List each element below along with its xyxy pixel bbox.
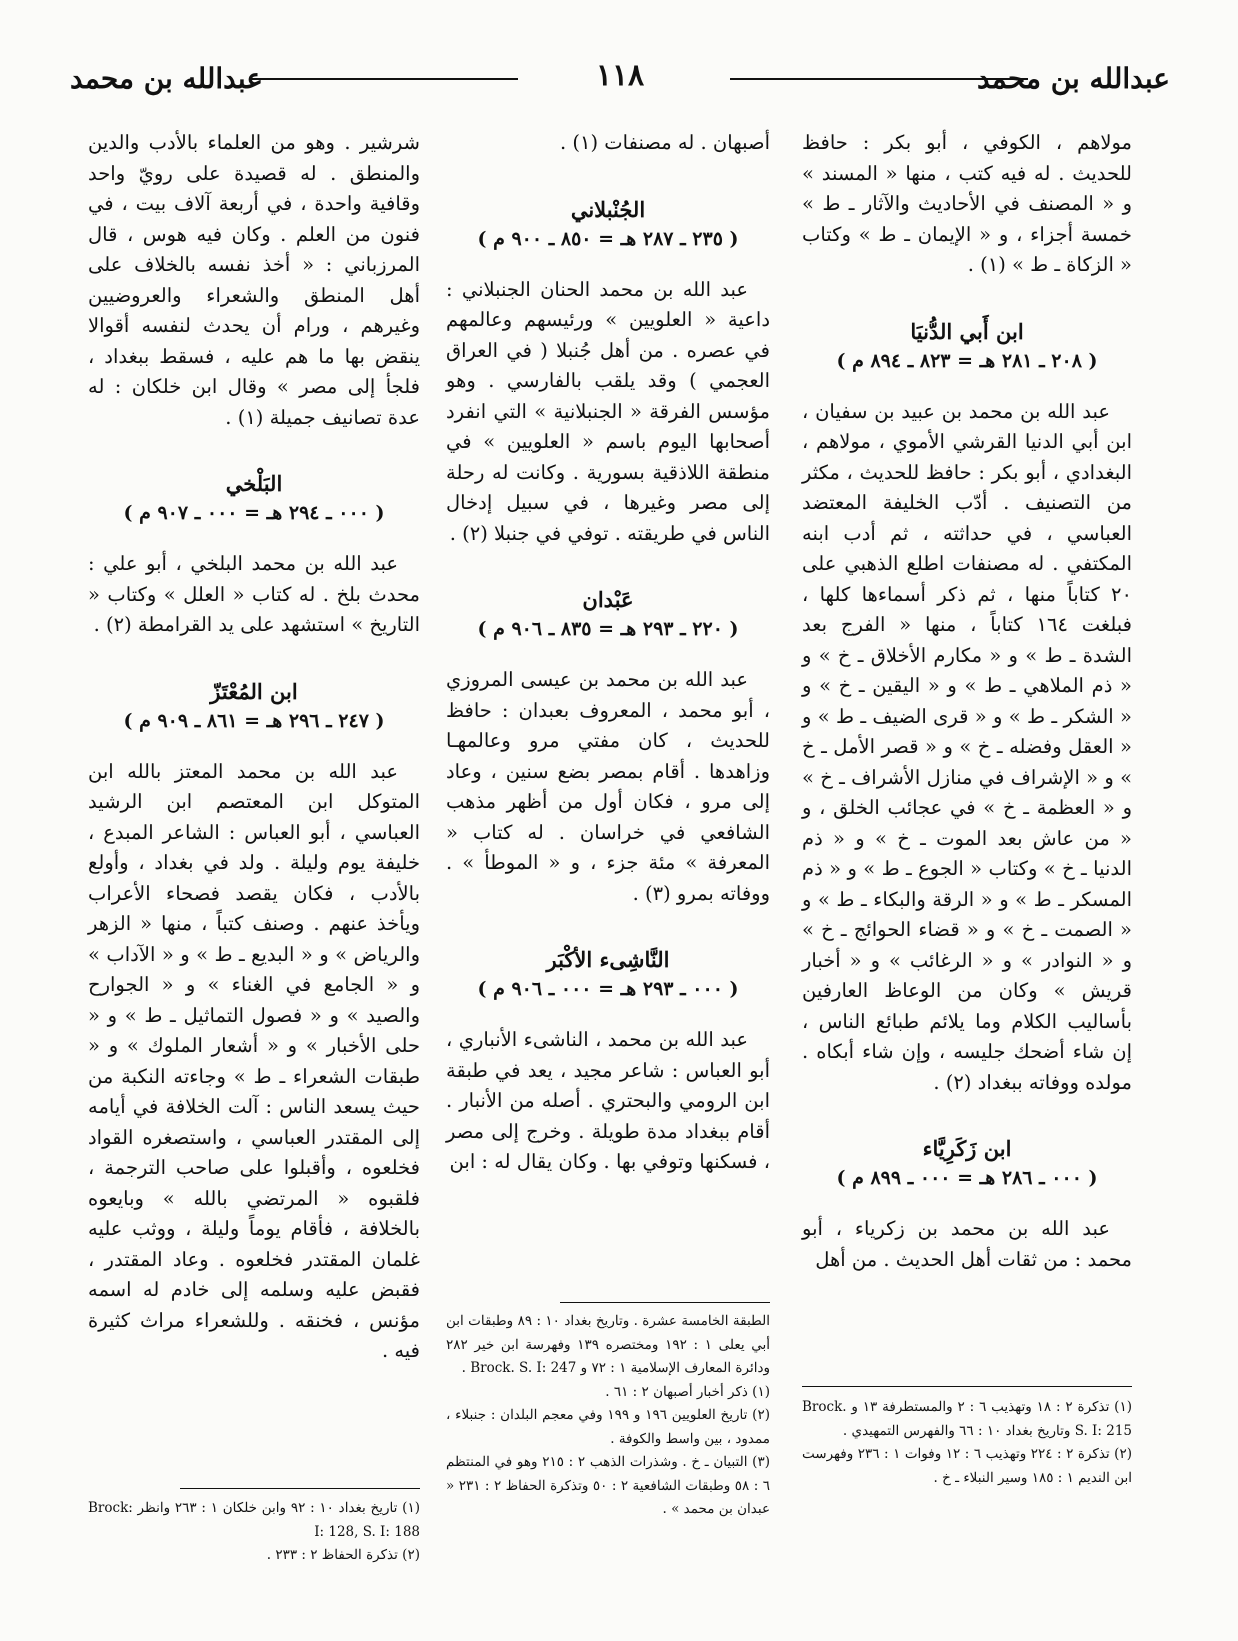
footnote: (١) تاريخ بغداد ١٠ : ٩٢ وابن خلكان ١ : ٢٦٣ وانظر Brock: I: 128, S. I: 188 <box>88 1500 420 1540</box>
continuation-text: مولاهم ، الكوفي ، أبو بكر : حافظ للحديث . له فيه كتب ، منها « المسند » و « المصنف في الأحاديث والآثار ـ ط » خمسة أجزاء ، و « الإيمان ـ ط » وكتاب « الزكاة ـ ط » (١) . <box>802 131 1132 276</box>
running-header <box>70 56 1170 96</box>
continuation-text: شرشير . وهو من العلماء بالأدب والدين والمنطق . له قصيدة على رويّ واحد وقافية واحدة ، في أربعة آلاف بيت ، في فنون من العلم . وكان فيه هوس ، قال المرزباني : « أخذ نفسه بالخلاف على أهل المنطق والشعراء والعروضيين وغيرهم ، ورام أن يحدث لنفسه أقوالا ينقض بها ما هم عليه ، فسقط ببغداد ، فلجأ إلى مصر » وقال ابن خلكان : له عدة تصانيف جميلة (١) . <box>88 131 420 429</box>
middle-column <box>446 128 770 1178</box>
entry-dates: ( ٢٢٠ ـ ٢٩٣ هـ = ٨٣٥ ـ ٩٠٦ م ) <box>477 618 739 640</box>
continuation-text: أصبهان . له مصنفات (١) . <box>559 131 770 154</box>
footnote-rule <box>802 1386 1132 1387</box>
entry-body: عبد الله بن محمد بن زكرياء ، أبو محمد : من ثقات أهل الحديث . من أهل <box>802 1217 1132 1271</box>
entry-body: عبد الله بن محمد بن عيسى المروزي ، أبو محمد ، المعروف بعبدان : حافظ للحديث ، كان مفتي مرو وعالمهـا وزاهدها . أقام بمصر بضع سنين ، وعاد إلى مرو ، فكان أول من أظهر مذهب الشافعي في خراسان . له كتاب « المعرفة » مئة جزء ، و « الموطأ » . ووفاته بمرو (٣) . <box>446 668 770 905</box>
footnote: الطبقة الخامسة عشرة . وتاريخ بغداد ١٠ : ٨٩ وطبقات ابن أبي يعلى ١ : ١٩٢ ومختصره ١٣٩ وفهرسة ابن خير ٢٨٢ ودائرة المعارف الإسلامية ١ : ٧٢ و Brock. S. I: 247 . <box>446 1313 771 1376</box>
entry-title: الجُنْبلاني <box>570 196 646 222</box>
header-rule-right <box>730 78 1028 80</box>
entry-body: عبد الله بن محمد البلخي ، أبو علي : محدث بلخ . له كتاب « العلل » وكتاب « التاريخ » استشهد على يد القرامطة (٢) . <box>88 552 420 636</box>
entry-body: عبد الله بن محمد المعتز بالله ابن المتوكل ابن المعتصم ابن الرشيد العباسي ، أبو العباس : الشاعر المبدع ، خليفة يوم وليلة . ولد في بغداد ، وأولع بالأدب ، فكان يقصد فصحاء الأعراب ويأخذ عنهم . وصنف كتباً ، منها « الزهر والرياض » و « البديع ـ ط » و « الآداب » و « الجامع في الغناء » و « الجوارح والصيد » و « فصول التماثيل ـ ط » و « حلى الأخبار » و « أشعار الملوك » و « طبقات الشعراء ـ ط » وجاءته النكبة من حيث يسعد الناس : آلت الخلافة في أيامه إلى المقتدر العباسي ، واستصغره القواد فخلعوه ، وأقبلوا على صاحب الترجمة ، فلقبوه « المرتضي بالله » وبايعوه بالخلافة ، فأقام يوماً وليلة ، ووثب عليه غلمان المقتدر فخلعوه . وعاد المقتدر ، فقبض عليه وسلمه إلى خادم له اسمه مؤنس ، فخنقه . وللشعراء مراث كثيرة فيه . <box>88 759 420 1362</box>
entry-title: ابن زَكَرِيَّاء <box>922 1136 1012 1161</box>
entry-dates: ( ٢٤٧ ـ ٢٩٦ هـ = ٨٦١ ـ ٩٠٩ م ) <box>123 709 385 732</box>
right-column <box>802 128 1132 1275</box>
footnote: (١) ذكر أخبار أصبهان ٢ : ٦١ . <box>605 1383 770 1400</box>
entry-dates: ( ٢٣٥ ـ ٢٨٧ هـ = ٨٥٠ ـ ٩٠٠ م ) <box>477 227 739 250</box>
header-rule-left <box>252 78 518 80</box>
entry-title: البَلْخي <box>225 471 283 496</box>
footnote: (٢) تذكرة ٢ : ٢٢٤ وتهذيب ٦ : ١٢ وفوات ١ : ٢٣٦ وفهرست ابن النديم ١ : ١٨٥ وسير النبلاء ـ خ . <box>802 1446 1132 1486</box>
entry-dates: ( ٠٠٠ ـ ٢٨٦ هـ = ٠٠٠ ـ ٨٩٩ م ) <box>836 1167 1098 1189</box>
footnote-rule <box>560 1302 770 1303</box>
entry-body: عبد الله بن محمد ، الناشىء الأنباري ، أبو العباس : شاعر مجيد ، يعد في طبقة ابن الرومي والبحتري . أصله من الأنبار . أقام ببغداد مدة طويلة . وخرج إلى مصر ، فسكنها وتوفي بها . وكان يقال له : ابن <box>446 1028 770 1173</box>
header-title-left: عبدالله بن محمد <box>70 62 264 95</box>
entry-body: عبد الله بن محمد بن عبيد بن سفيان ، ابن أبي الدنيا القرشي الأموي ، مولاهم ، البغدادي ، أبو بكر : حافظ للحديث ، مكثر من التصنيف . أدّب الخليفة المعتضد العباسي ، في حداثته ، ثم أدب ابنه المكتفي . له مصنفات اطلع الذهبي على ٢٠ كتاباً منها ، ثم ذكر أسماءها كلها ، فبلغت ١٦٤ كتاباً ، منها « الفرج بعد الشدة ـ ط » و « مكارم الأخلاق ـ خ » و « ذم الملاهي ـ ط » و « اليقين ـ خ » و « الشكر ـ ط » و « قرى الضيف ـ ط » و « العقل وفضله ـ خ » و « قصر الأمل ـ خ » و « الإشراف في منازل الأشراف ـ خ » و « العظمة ـ خ » في عجائب الخلق ، و « من عاش بعد الموت ـ خ » و « ذم الدنيا ـ خ » وكتاب « الجوع ـ ط » و « ذم المسكر ـ ط » و « الرقة والبكاء ـ ط » و « الصمت ـ خ » و « قضاء الحوائج ـ خ » و « النوادر » و « الرغائب » و « أخبار قريش » وكان من الوعاظ العارفين بأساليب الكلام وما يلائم طبائع الناس ، إن شاء أضحك جليسه ، وإن شاء أبكاه . مولده ووفاته ببغداد (٢) . <box>802 399 1132 1094</box>
entry-title: ابن أَبي الدُّنيَا <box>910 318 1024 344</box>
header-title-right: عبدالله بن محمد <box>976 62 1170 95</box>
entry-dates: ( ٠٠٠ ـ ٢٩٤ هـ = ٠٠٠ ـ ٩٠٧ م ) <box>123 502 385 524</box>
entry-dates: ( ٠٠٠ ـ ٢٩٣ هـ = ٠٠٠ ـ ٩٠٦ م ) <box>477 978 739 1000</box>
page-number: ١١٨ <box>582 58 658 93</box>
footnote: (٢) تذكرة الحفاظ ٢ : ٢٣٣ . <box>266 1547 420 1563</box>
entry-title: عَبْدان <box>582 587 634 612</box>
entry-dates: ( ٢٠٨ ـ ٢٨١ هـ = ٨٢٣ ـ ٨٩٤ م ) <box>836 349 1098 372</box>
footnotes-left <box>88 1497 420 1568</box>
entry-body: عبد الله بن محمد الحنان الجنبلاني : داعية « العلويين » ورئيسهم وعالمهم في عصره . من أهل جُنبلا ( في العراق العجمي ) وقد يلقب بالفارسي . وهو مؤسس الفرقة « الجنبلانية » التي انفرد أصحابها اليوم باسم « العلويين » في منطقة اللاذقية بسورية . وكانت له رحلة إلى مصر وغيرها ، في سبيل إدخال الناس في طريقته . توفي في جنبلا (٢) . <box>446 277 770 545</box>
footnote-rule <box>180 1488 420 1489</box>
entry-title: ابن المُعْتَزّ <box>210 678 298 704</box>
footnote: (١) تذكرة ٢ : ١٨ وتهذيب ٦ : ٢ والمستطرفة ١٣ و Brock. S. I: 215 وتاريخ بغداد ١٠ : ٦٦ والفهرس التمهيدي . <box>802 1399 1132 1439</box>
footnotes-right <box>802 1396 1132 1490</box>
footnote: (٣) التبيان ـ خ . وشذرات الذهب ٢ : ٢١٥ وهو في المنتظم ٦ : ٥٨ وطبقات الشافعية ٢ : ٥٠ وتذكرة الحفاظ ٢ : ٢٣١ « عبدان بن محمد » . <box>446 1454 770 1517</box>
footnotes-middle <box>446 1310 770 1522</box>
entry-title: النَّاشِىء الأكْبَر <box>546 947 670 972</box>
left-column <box>88 128 420 1367</box>
footnote: (٢) تاريخ العلويين ١٩٦ و ١٩٩ وفي معجم البلدان : جنبلاء ، ممدود ، بين واسط والكوفة . <box>446 1407 770 1447</box>
